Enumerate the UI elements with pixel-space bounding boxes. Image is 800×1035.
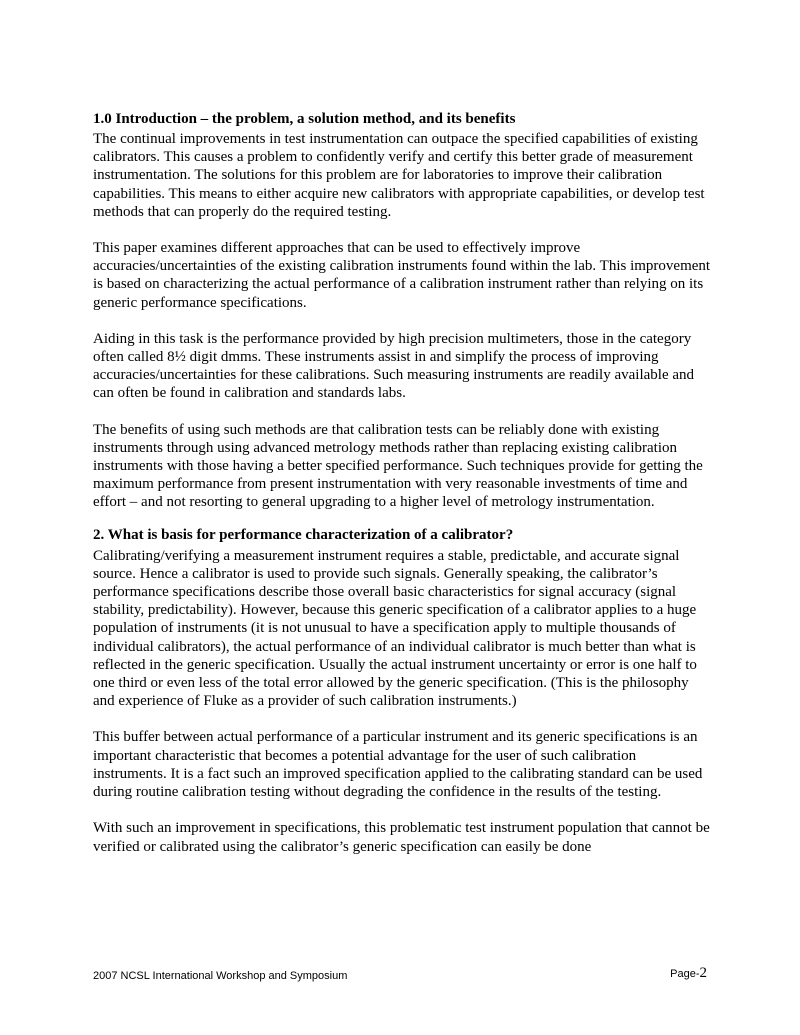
section-2-paragraph-3: With such an improvement in specifications, this problematic test instrument population that cannot be verified or calibrated using the calibrator’s generic specification can easily be done (93, 820, 710, 855)
footer-page-label (670, 965, 707, 982)
section-1-paragraph-4: The benefits of using such methods are that calibration tests can be reliably done with existing instruments through using advanced metrology methods rather than replacing existing calibration instruments with those having a better specified performance. Such techniques provide for getting the maximum performance from present instrumentation with very reasonable investments of time and effort – and not resorting to general upgrading to a higher level of metrology instrumentation. (93, 421, 703, 511)
section-2-paragraph-1: Calibrating/verifying a measurement instrument requires a stable, predictable, and accurate signal source. Hence a calibrator is used to provide such signals. Generally speaking, the calibrator’s performance specifications describe those overall basic characteristics for signal accuracy (signal stability, predictability). However, because this generic specification of a calibrator applies to a huge population of instruments (it is not unusual to have a specification apply to multiple thousands of individual calibrators), the actual performance of an individual calibrator is much better than what is reflected in the generic specification. Usually the actual instrument uncertainty or error is one half to one third or even less of the total error allowed by the generic specification. (This is the philosophy and experience of Fluke as a provider of such calibration instruments.) (93, 547, 697, 710)
section-2-heading: 2. What is basis for performance characterization of a calibrator? (93, 526, 514, 543)
footer-page-number: 2 (699, 965, 707, 981)
page-body (93, 110, 713, 856)
footer-conference-name: 2007 NCSL International Workshop and Symposium (93, 970, 348, 982)
footer-page-prefix: Page- (670, 968, 700, 980)
page-footer (93, 962, 707, 982)
section-2-paragraph-2: This buffer between actual performance of a particular instrument and its generic specifications is an important characteristic that becomes a potential advantage for the user of such calibration instruments. It is a fact such an improved specification applied to the calibrating standard can be used during routine calibration testing without degrading the confidence in the results of the testing. (93, 729, 703, 801)
section-1-paragraph-1: The continual improvements in test instrumentation can outpace the specified capabilities of existing calibrators. This causes a problem to confidently verify and certify this better grade of measurement instrumentation. The solutions for this problem are for laboratories to improve their calibration capabilities. This means to either acquire new calibrators with appropriate capabilities, or develop test methods that can properly do the required testing. (93, 131, 705, 220)
section-1-paragraph-2: This paper examines different approaches that can be used to effectively improve accuracies/uncertainties of the existing calibration instruments found within the lab. This improvement is based on characterizing the actual performance of a calibration instrument rather than relying on its generic performance specifications. (93, 240, 711, 311)
section-1-heading: 1.0 Introduction – the problem, a solution method, and its benefits (93, 111, 516, 127)
section-1-paragraph-3: Aiding in this task is the performance provided by high precision multimeters, those in the category often called 8½ digit dmms. These instruments assist in and simplify the process of improving accuracies/uncertainties for these calibrations. Such measuring instruments are readily available and can often be found in calibration and standards labs. (93, 330, 695, 402)
